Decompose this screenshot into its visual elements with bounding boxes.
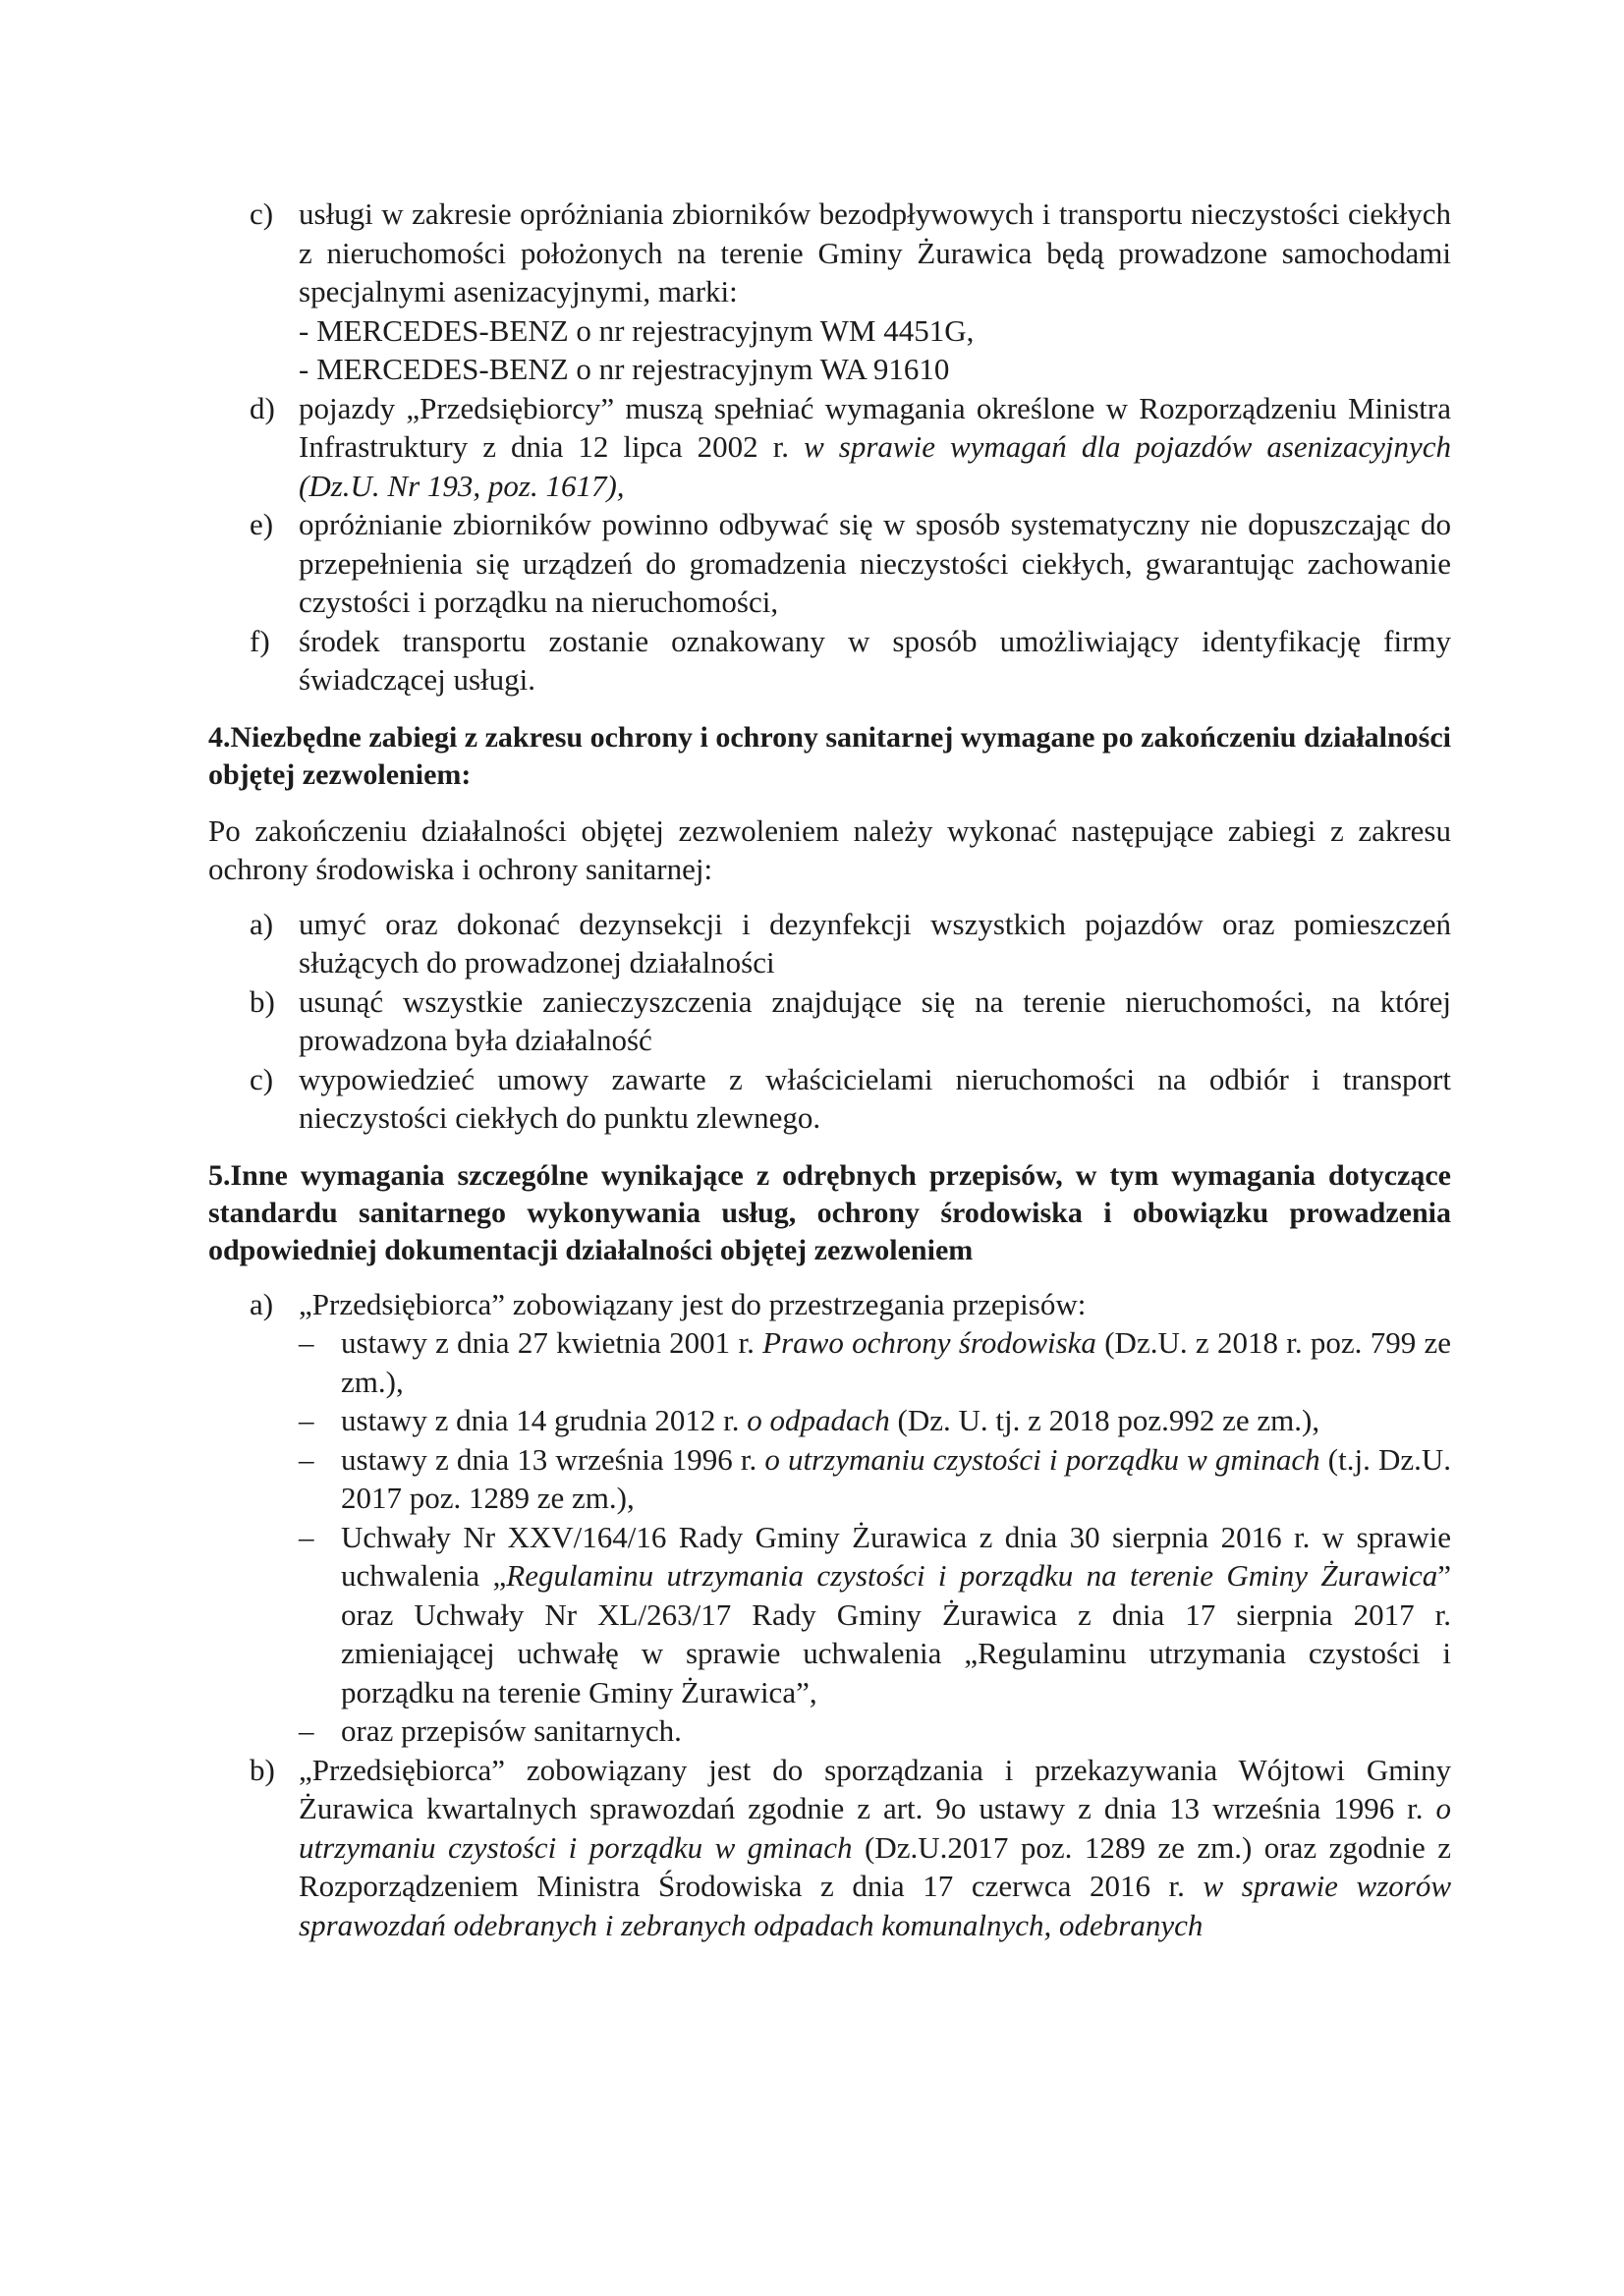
list-item-b [208, 982, 1451, 1060]
sub-item [208, 1518, 1451, 1712]
text-regular: ustawy z dnia 14 grudnia 2012 r. [341, 1403, 748, 1437]
text-italic: o utrzymaniu czystości i porządku w gminach [299, 1791, 1451, 1865]
list-label: e) [250, 507, 274, 541]
text-regular: (Dz.U.2017 poz. 1289 ze zm.) oraz zgodnie z Rozporządzeniem Ministra Środowiska z dnia 17 czerwca 2016 r. [299, 1829, 1451, 1903]
text-regular: oraz przepisów sanitarnych. [341, 1713, 682, 1748]
sub-item-text [341, 1440, 1451, 1518]
text-italic: Prawo ochrony środowiska [762, 1325, 1096, 1360]
list-item-f [208, 622, 1451, 700]
section-5-heading: 5.Inne wymagania szczególne wynikające z odrębnych przepisów, w tym wymagania dotyczące standardu sanitarnego wykonywania usług, ochrony środowiska i obowiązku prowadzenia odpowiedniej dokumentacji działalności objętej zezwoleniem [208, 1158, 1451, 1266]
sub-item [208, 1440, 1451, 1518]
list-label: b) [250, 983, 275, 1019]
sub-item-text [341, 1711, 1451, 1751]
sub-item-text [341, 1518, 1451, 1712]
text-regular: ustawy z dnia 27 kwietnia 2001 r. [341, 1325, 763, 1360]
dash-bullet: – [299, 1441, 314, 1477]
list-item-a [208, 905, 1451, 982]
text-regular: ” oraz Uchwały Nr XL/263/17 Rady Gminy Żurawica z dnia 17 sierpnia 2017 r. zmieniającej uchwałę w sprawie uchwalenia „Regulaminu utrzymania czystości i porządku na terenie Gminy Żurawica”, [341, 1558, 1451, 1709]
section-4-heading: 4.Niezbędne zabiegi z zakresu ochrony i ochrony sanitarnej wymagane po zakończeniu działalności objętej zezwoleniem: [208, 720, 1451, 791]
text-italic: Regulaminu utrzymania czystości i porządku na terenie Gminy Żurawica [506, 1558, 1438, 1593]
list-label: a) [250, 1286, 274, 1321]
list-label: d) [250, 390, 275, 425]
document-body [208, 195, 1451, 1944]
text-regular: „Przedsiębiorca” zobowiązany jest do sporządzania i przekazywania Wójtowi Gminy Żurawica kwartalnych sprawozdań zgodnie z art. 9o ustawy z dnia 13 września 1996 r. [299, 1752, 1451, 1825]
text-regular: (Dz. U. tj. z 2018 poz.992 ze zm.), [889, 1403, 1320, 1437]
list-item-text: opróżnianie zbiorników powinno odbywać się w sposób systematyczny nie dopuszczając do przepełnienia się urządzeń do gromadzenia nieczystości ciekłych, gwarantując zachowanie czystości i porządku na nieruchomości, [299, 507, 1451, 619]
dash-bullet: – [299, 1403, 314, 1437]
list-label: c) [250, 1061, 274, 1096]
text-italic: w sprawie wzorów sprawozdań odebranych i zebranych odpadach komunalnych, odebranych [299, 1869, 1452, 1942]
text-regular: pojazdy „Przedsiębiorcy” muszą spełniać wymagania określone w Rozporządzeniu Ministra Infrastruktury z dnia 12 lipca 2002 r. [299, 390, 1451, 464]
list-label: a) [250, 906, 274, 941]
list-label: c) [250, 196, 274, 231]
list-item-text [299, 389, 1451, 506]
list-item-d [208, 389, 1451, 506]
list-item-text: umyć oraz dokonać dezynsekcji i dezynfekcji wszystkich pojazdów oraz pomieszczeń służących do prowadzonej działalności [299, 906, 1451, 980]
sub-item [208, 1711, 1451, 1751]
list-item-text: usunąć wszystkie zanieczyszczenia znajdujące się na terenie nieruchomości, na której prowadzona była działalność [299, 983, 1451, 1057]
list-label: b) [250, 1752, 275, 1787]
list-item-text [299, 1751, 1451, 1945]
text-italic: o utrzymaniu czystości i porządku w gminach [764, 1441, 1320, 1477]
dash-bullet: – [299, 1325, 314, 1360]
list-item-c [208, 1060, 1451, 1138]
text-italic: o odpadach [747, 1403, 890, 1437]
dash-bullet: – [299, 1519, 314, 1554]
vehicle-line-2: - MERCEDES-BENZ o nr rejestracyjnym WA 91610 [299, 352, 950, 386]
dash-bullet: – [299, 1713, 314, 1748]
text-italic: w sprawie wymagań dla pojazdów asenizacyjnych (Dz.U. Nr 193, poz. 1617), [299, 429, 1451, 503]
list-item-a [208, 1285, 1451, 1324]
list-item-text: „Przedsiębiorca” zobowiązany jest do przestrzegania przepisów: [299, 1286, 1087, 1321]
text-regular: (Dz.U. z 2018 r. poz. 799 ze zm.), [341, 1325, 1452, 1399]
text-regular: (t.j. Dz.U. 2017 poz. 1289 ze zm.), [341, 1441, 1452, 1515]
sub-item [208, 1323, 1451, 1401]
list-label: f) [250, 623, 270, 658]
text-regular: ustawy z dnia 13 września 1996 r. [341, 1441, 765, 1477]
list-item-c [208, 195, 1451, 389]
list-item-e [208, 505, 1451, 622]
sub-item [208, 1401, 1451, 1440]
list-item-b [208, 1751, 1451, 1945]
text-regular: Uchwały Nr XXV/164/16 Rady Gminy Żurawica z dnia 30 sierpnia 2016 r. w sprawie uchwalenia „ [341, 1519, 1451, 1593]
sub-item-text [341, 1323, 1451, 1401]
sub-item-text [341, 1401, 1451, 1440]
list-item-text: wypowiedzieć umowy zawarte z właścicielami nieruchomości na odbiór i transport nieczystości ciekłych do punktu zlewnego. [299, 1061, 1451, 1135]
vehicle-line-1: - MERCEDES-BENZ o nr rejestracyjnym WM 4451G, [299, 312, 975, 348]
list-item-text: środek transportu zostanie oznakowany w sposób umożliwiający identyfikację firmy świadczącej usługi. [299, 623, 1451, 697]
section-4-intro: Po zakończeniu działalności objętej zezwoleniem należy wykonać następujące zabiegi z zakresu ochrony środowiska i ochrony sanitarnej: [208, 812, 1451, 886]
list-item-text: usługi w zakresie opróżniania zbiorników bezodpływowych i transportu nieczystości ciekłych z nieruchomości położonych na terenie Gminy Żurawica będą prowadzone samochodami specjalnymi asenizacyjnymi, marki: [299, 196, 1451, 308]
